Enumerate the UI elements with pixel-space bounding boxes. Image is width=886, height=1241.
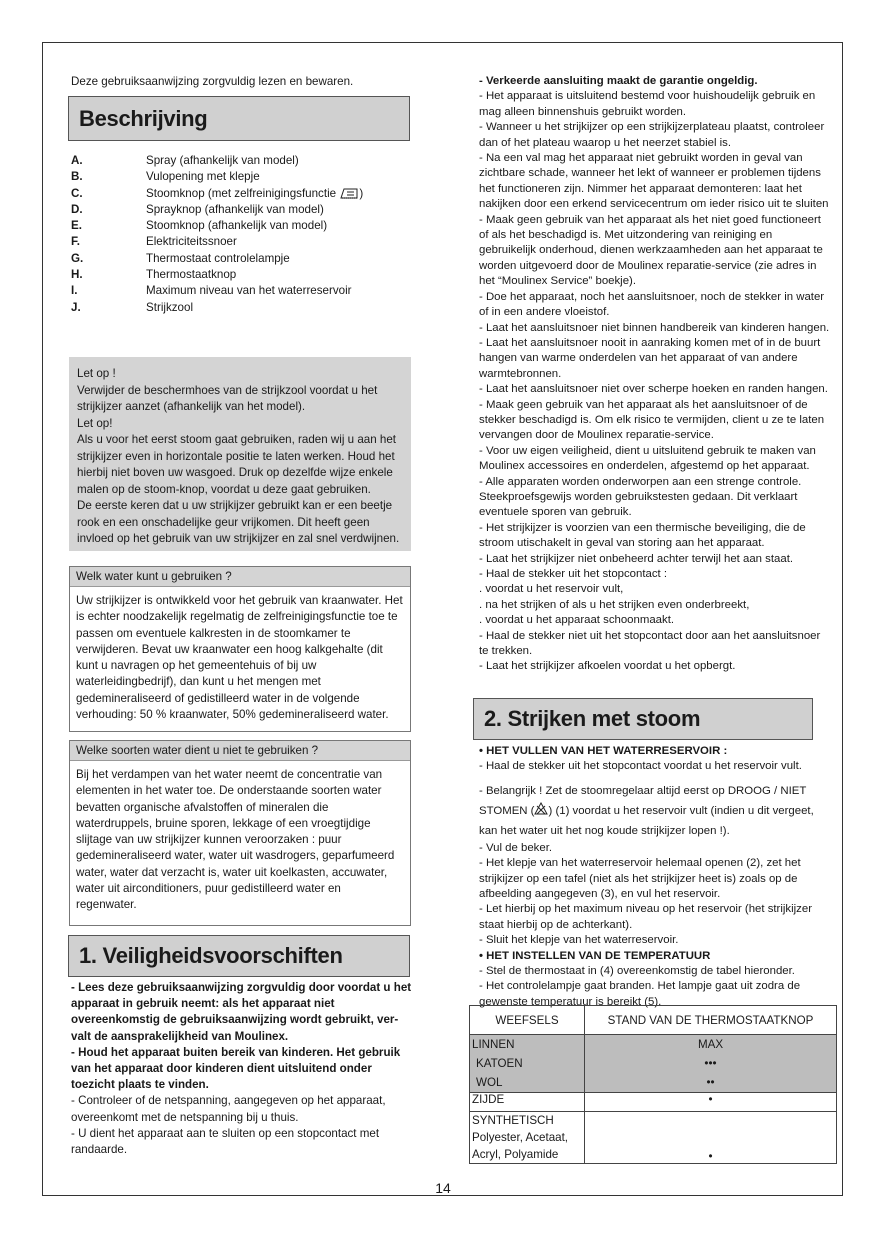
safety-title: 1. Veiligheidsvoorschiften <box>68 935 410 977</box>
table-row: ZIJDE • <box>470 1093 837 1112</box>
list-item: A. Spray (afhankelijk van model) <box>71 154 299 167</box>
water-avoid-heading: Welke soorten water dient u niet te gebruiken ? <box>70 741 410 761</box>
table-row: SYNTHETISCH Polyester, Acetaat, Acryl, Polyamide • <box>470 1112 837 1164</box>
list-item: C. Stoomknop (met zelfreinigingsfunctie ) <box>71 186 364 200</box>
safety-continued: - Verkeerde aansluiting maakt de garantie ongeldig. - Het apparaat is uitsluitend bestemd voor huishoudelijk gebruik en mag alleen binnenshuis gebruikt worden. - Wanneer u het strijkijzer op een strijkijzerplateau plaatst, controleer dan of het plateau waarop u het neerzet stabiel is. - Na een val mag het apparaat niet gebruikt worden in geval van zichtbare schade, wanneer het lekt of wanneer er problemen tijdens het functioneren zijn. Nimmer het apparaat demonteren: laat het nakijken door een erkend servicecentrum om ieder risico uit te sluiten - Maak geen gebruik van het apparaat als het niet goed functioneert of als het beschadigd is. Met uitzondering van reiniging en gebruikelijk onderhoud, dienen werkzaamheden aan het apparaat te worden uitgevoerd door de Moulinex reparatie-service (zie adres in het “Moulinex Service” boekje). - Doe het apparaat, noch het aansluitsnoer, noch de stekker in water of in een andere vloeistof. - Laat het aansluitsnoer niet binnen handbereik van kinderen hangen. - Laat het aansluitsnoer nooit in aanraking komen met of in de buurt hangen van warme onderdelen van het apparaat of van andere warmtebronnen. - Laat het aansluitsnoer niet over scherpe hoeken en randen hangen. - Maak geen gebruik van het apparaat als het aansluitsnoer of de stekker beschadigd is. Om elk risico te vermijden, client u ze te laten vervangen door de Moulinex reparatie-service. - Voor uw eigen veiligheid, dient u uitsluitend gebruik te maken van Moulinex accessoires en onderdelen, afgestemd op het apparaat. - Alle apparaten worden onderworpen aan een strenge controle. Steekproefsgewijs worden gebruikstesten gedaan. Dit verklaart eventuele sporen van gebruik. - Het strijkijzer is voorzien van een thermische beveiliging, die de stroom utischakelt in geval van storing aan het apparaat. - Laat het strijkijzer niet onbeheerd achter terwijl het aan staat. - Haal de stekker uit het stopcontact : . voordat u het reservoir vult, . na het strijken of als u het strijken even onderbreekt, . voordat u het apparaat schoonmaakt. - Haal de stekker niet uit het stopcontact door aan het aansluitsnoer te trekken. - Laat het strijkijzer afkoelen voordat u het opbergt. <box>479 75 830 673</box>
header-fabrics: WEEFSELS <box>470 1006 585 1035</box>
header-thermostat: STAND VAN DE THERMOSTAATKNOP <box>585 1006 837 1035</box>
water-use-box <box>69 566 411 732</box>
steam-text: • HET VULLEN VAN HET WATERRESERVOIR : - Haal de stekker uit het stopcontact voordat u het reservoir vult. - Belangrijk ! Zet de stoomregelaar altijd eerst op DROOG / NIET STOMEN ( ) (1) voordat u het reservoir vult (indien u dit vergeet, kan het water uit het nog koude strijkijzer lopen !). - Vul de beker. - Het klepje van het waterreservoir helemaal openen (2), zet het strijkijzer op een tafel (niet als het strijkijzer heet is) zoals op de afbeelding aangegeven (3), en vul het reservoir. - Let hierbij op het maximum niveau op het reservoir (het strijkijzer staat hierbij op de achterkant). - Sluit het klepje van het waterreservoir. • HET INSTELLEN VAN DE TEMPERATUUR - Stel de thermostaat in (4) overeenkomstig de tabel hieronder. - Het controlelampje gaat branden. Het lampje gaat uit zodra de gewenste temperatuur is bereikt (5). <box>479 745 814 1008</box>
page-number: 14 <box>435 1180 451 1196</box>
table-row: LINNEN KATOEN WOL MAX ••• •• <box>470 1035 837 1093</box>
page-frame <box>42 42 843 1196</box>
list-item: H. Thermostaatknop <box>71 268 237 282</box>
list-item: J. Strijkzool <box>71 300 194 314</box>
steam-title: 2. Strijken met stoom <box>473 698 813 740</box>
temperature-table <box>469 1005 837 1164</box>
no-steam-icon <box>534 802 548 816</box>
intro-text: Deze gebruiksaanwijzing zorgvuldig lezen en bewaren. <box>71 75 354 88</box>
water-avoid-box <box>69 740 411 926</box>
warning-note: Let op ! Verwijder de beschermhoes van de strijkzool voordat u het strijkijzer aanzet (afhankelijk van het model). Let op! Als u voor het eerst stoom gaat gebruiken, raden wij u aan het strijkijzer even in horizontale positie te laten werken. Houd het hierbij niet boven uw wasgoed. Druk op dezelfde wijze enkele malen op de stoom-knop, voordat u deze gaat gebruiken. De eerste keren dat u uw strijkijzer gebruikt kan er een beetje rook en een onschadelijke geur vrijkomen. Dit heeft geen invloed op het gebruik van uw strijkijzer en zal snel verdwijnen. <box>69 357 411 551</box>
self-clean-icon <box>339 187 359 199</box>
list-item: I. Maximum niveau van het waterreservoir <box>71 284 352 298</box>
list-item: F. Elektriciteitssnoer <box>71 235 237 249</box>
water-use-heading: Welk water kunt u gebruiken ? <box>70 567 410 587</box>
list-item: G. Thermostaat controlelampje <box>71 251 290 265</box>
table-header-row <box>470 1006 837 1035</box>
description-title: Beschrijving <box>68 96 410 141</box>
water-avoid-body: Bij het verdampen van het water neemt de concentratie van elementen in het water toe. De onderstaande soorten water bevatten organische afvalstoffen of mineralen die waterdruppels, bruine sporen, lekkage of een vroegtijdige slijtage van uw strijkijzer kunnen veroorzaken : puur gedemineraliseerd water, water uit wasdrogers, geparfumeerd water, water dat verzacht is, water uit koelkasten, accuwater, water uit airconditioners, puur gedistilleerd water en regenwater. <box>76 768 395 912</box>
list-item: E. Stoomknop (afhankelijk van model) <box>71 219 328 233</box>
water-use-body: Uw strijkijzer is ontwikkeld voor het gebruik van kraanwater. Het is echter noodzakelijk regelmatig de zelfreinigingsfunctie toe te passen om eventuele kalkresten in de stoomkamer te verwijderen. Bevat uw kraanwater een hoog kalkgehalte (dit kunt u navragen op het gemeentehuis of bij uw waterleidingbedrijf), dan kunt u het mengen met gedemineraliseerd of gedistilleerd water in de volgende verhouding: 50 % kraanwater, 50% gedemineraliseerd water. <box>76 594 403 722</box>
safety-text: - Lees deze gebruiksaanwijzing zorgvuldig door voordat u het apparaat in gebruik neemt: als het apparaat niet overeenkomstig de gebruiksaanwijzing wordt gebruikt, ver-valt de aansprakelijkheid van Moulinex. - Houd het apparaat buiten bereik van kinderen. Het gebruik van het apparaat door kinderen dient uitsluitend onder toezicht plaats te vinden. - Controleer of de netspanning, aangegeven op het apparaat, overeenkomt met de netspanning bij u thuis. - U dient het apparaat aan te sluiten op een stopcontact met randaarde. <box>71 981 412 1157</box>
description-list <box>71 153 413 316</box>
list-item: D. Sprayknop (afhankelijk van model) <box>71 202 324 216</box>
list-item: B. Vulopening met klepje <box>71 170 260 184</box>
